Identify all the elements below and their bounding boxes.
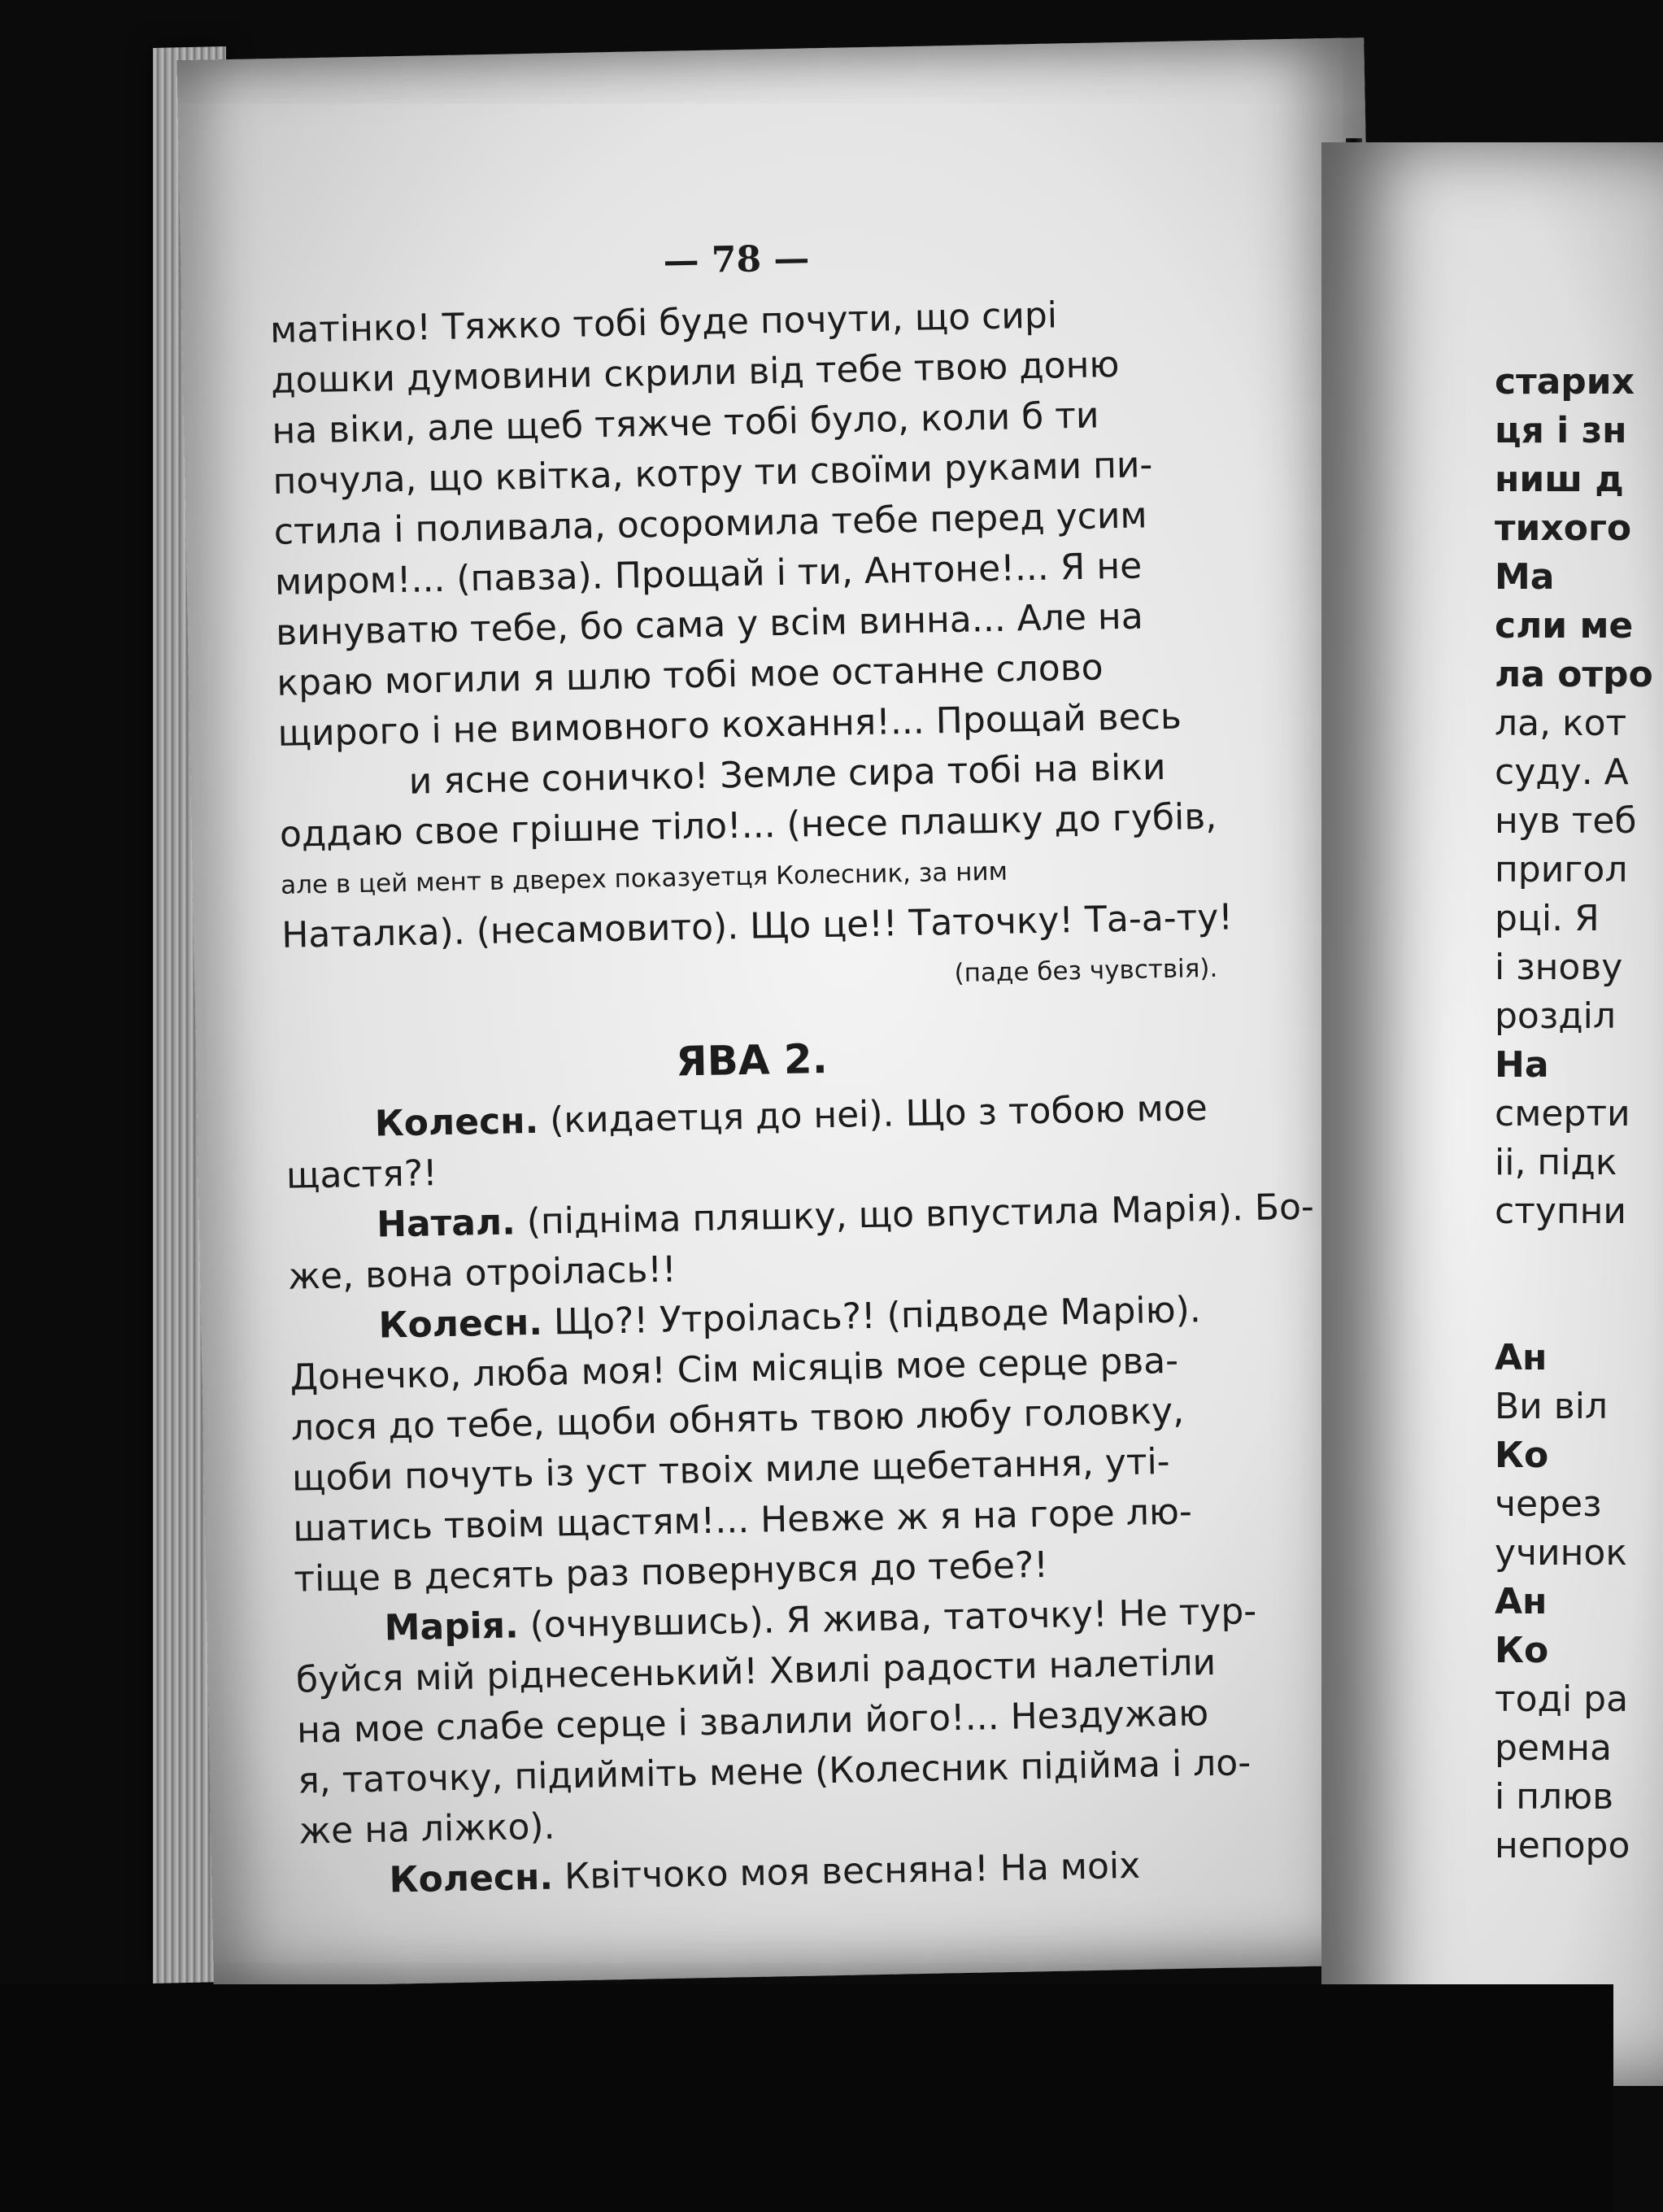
monologue-text	[269, 288, 1234, 1012]
speaker-name: Колесн.	[389, 1856, 554, 1901]
dialogue-continuation: на мое слабе серце і звалили його!... Нездужаю	[296, 1692, 1209, 1752]
text-line: але в цей мент в дверех показуетця Колесник, за ним	[280, 856, 1008, 900]
right-page-line: учинок	[1495, 1532, 1627, 1574]
right-page-line: пригол	[1495, 849, 1628, 890]
text-line: стила і поливала, осоромила тебе перед усим	[273, 494, 1148, 553]
dialogue-continuation: щоби почуть із уст твоіх миле щебетання, уті-	[291, 1440, 1171, 1500]
dialogue-continuation: же, вона отроілась!!	[287, 1248, 677, 1298]
text-line: (паде без чувствія).	[954, 953, 1218, 988]
background-shadow	[0, 1984, 1613, 2212]
text-line: и ясне соничко! Земле сира тобі на віки	[408, 746, 1166, 803]
right-page-line: і плюв	[1495, 1776, 1614, 1818]
right-page-line: розділ	[1495, 995, 1617, 1037]
dialogue-text: Квітчоко моя весняна! На моіх	[552, 1844, 1141, 1898]
right-page-line: Ко	[1495, 1435, 1549, 1476]
right-page-line	[1495, 1285, 1657, 1334]
right-page-line: ii, підк	[1495, 1142, 1617, 1183]
dialogue-continuation: щастя?!	[285, 1152, 438, 1197]
right-page-line: ла отро	[1495, 654, 1653, 695]
right-page-line: тоді ра	[1495, 1679, 1629, 1720]
right-page-line: рці. Я	[1495, 898, 1600, 939]
text-line: винуватю тебе, бо сама у всім винна... Але на	[275, 595, 1144, 654]
right-page-line: На	[1495, 1044, 1549, 1086]
speaker-name: Колесн.	[374, 1099, 539, 1145]
dialogue-continuation: Донечко, люба моя! Сім місяців мое серце рва-	[290, 1339, 1179, 1399]
text-line: дошки думовини скрили від тебе твою доню	[270, 343, 1120, 402]
right-page-line: смерти	[1495, 1093, 1630, 1134]
text-line: краю могили я шлю тобі мое останне слово	[276, 647, 1104, 704]
right-page-line: сли ме	[1495, 605, 1634, 647]
dialogue-continuation: я, таточку, підийміть мене (Колесник підійма і ло-	[297, 1742, 1252, 1802]
dialogue-text: (підніма пляшку, що впустила Марія). Бо-	[515, 1186, 1315, 1243]
right-page-line: ступни	[1495, 1191, 1626, 1232]
right-page-line: Ан	[1495, 1581, 1548, 1622]
text-line: Наталка). (несамовито). Що це!! Таточку! Та-а-ту!	[281, 896, 1234, 956]
text-line: миром!... (павза). Прощай і ти, Антоне!... Я не	[274, 545, 1143, 603]
text-line: оддаю свое грішне тіло!... (несе плашку до губів,	[279, 795, 1217, 856]
dialogue-continuation: шатись твоім щастям!... Невже ж я на горе лю-	[292, 1491, 1193, 1550]
right-page-line: ремна	[1495, 1727, 1612, 1769]
dialogue-text: (кидаетця до неі). Що з тобою мое	[538, 1087, 1208, 1142]
right-page-line: Ан	[1495, 1337, 1548, 1378]
right-page-line: нув теб	[1495, 800, 1637, 842]
dialogue-text: Що?! Утроілась?! (підводе Марію).	[542, 1289, 1202, 1343]
text-line: матінко! Тяжко тобі буде почути, що сирі	[269, 294, 1058, 351]
page-number: — 78 —	[663, 237, 810, 282]
text-line: на віки, але щеб тяжче тобі було, коли б ти	[271, 394, 1099, 452]
right-page-line: Ко	[1495, 1630, 1549, 1671]
right-page-line: через	[1495, 1483, 1602, 1525]
text-line: почула, що квітка, котру ти своїми руками пи-	[272, 444, 1153, 503]
right-page-line: і знову	[1495, 947, 1623, 988]
right-page-line: суду. А	[1495, 751, 1629, 793]
right-page-line: Ви віл	[1495, 1386, 1609, 1427]
right-page-line	[1495, 1236, 1657, 1285]
left-page-text	[268, 226, 1315, 1908]
dialogue-block	[285, 1083, 1315, 1908]
dialogue-continuation: лося до тебе, щоби обнять твою любу головку,	[290, 1390, 1185, 1449]
dialogue-continuation: буйся мій ріднесенький! Хвилі радости налетіли	[295, 1641, 1217, 1701]
dialogue-continuation: же на ліжко).	[298, 1805, 555, 1853]
text-line: щирого і не вимовного кохання!... Прощай весь	[277, 695, 1182, 755]
dialogue-continuation: тіще в десять раз повернувся до тебе?!	[294, 1544, 1049, 1600]
right-page-line: старих	[1495, 361, 1635, 403]
speaker-name: Натал.	[376, 1201, 516, 1246]
right-page-line: ла, кот	[1495, 703, 1627, 744]
right-page-text	[1495, 358, 1657, 1870]
right-page-line: непоро	[1495, 1825, 1630, 1866]
right-page-line: Ма	[1495, 556, 1555, 598]
right-page-line: ця і зн	[1495, 410, 1627, 451]
scene-heading: ЯВА 2.	[675, 1034, 829, 1086]
right-page-line: ниш д	[1495, 459, 1624, 500]
right-page-line: тихого	[1495, 507, 1632, 549]
speaker-name: Марія.	[384, 1605, 520, 1649]
speaker-name: Колесн.	[378, 1301, 543, 1347]
dialogue-text: (очнувшись). Я жива, таточку! Не тур-	[518, 1590, 1257, 1647]
